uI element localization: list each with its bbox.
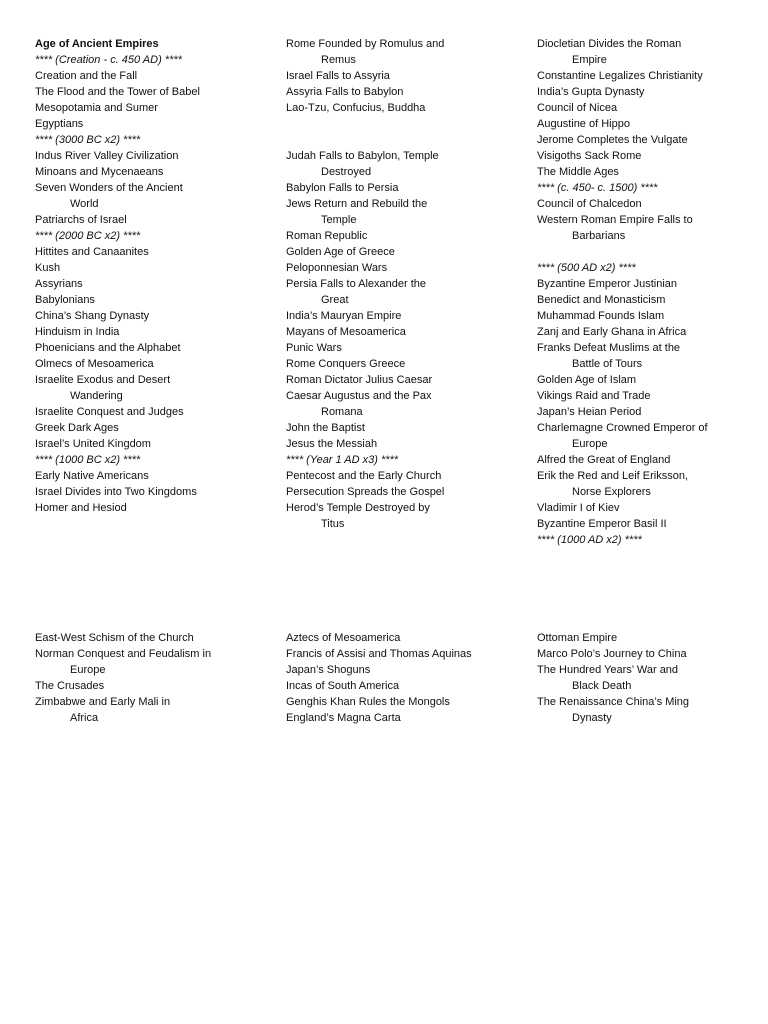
list-item: Jews Return and Rebuild the — [286, 198, 428, 210]
list-item: Seven Wonders of the Ancient — [35, 182, 183, 194]
list-item: Incas of South America — [286, 680, 400, 692]
list-item: Byzantine Emperor Justinian — [537, 278, 678, 290]
list-item: Marco Polo’s Journey to China — [537, 648, 687, 660]
list-item-continuation: Empire — [572, 54, 607, 66]
list-item: Israelite Exodus and Desert — [35, 374, 171, 386]
list-item: Japan’s Shoguns — [286, 664, 371, 676]
list-item-continuation: Destroyed — [321, 166, 372, 178]
list-item-continuation: World — [70, 198, 99, 210]
list-item: Western Roman Empire Falls to — [537, 214, 693, 226]
list-item: Muhammad Founds Islam — [537, 310, 665, 322]
list-item: Hinduism in India — [35, 326, 120, 338]
list-item: Lao-Tzu, Confucius, Buddha — [286, 102, 426, 114]
list-item: Genghis Khan Rules the Mongols — [286, 696, 450, 708]
list-item: Peloponnesian Wars — [286, 262, 388, 274]
list-item: Augustine of Hippo — [537, 118, 630, 130]
list-item: Persia Falls to Alexander the — [286, 278, 427, 290]
blank-line — [286, 116, 511, 132]
list-item: Israel Falls to Assyria — [286, 70, 390, 82]
list-item-continuation: Dynasty — [572, 712, 612, 724]
list-item: The Hundred Years’ War and — [537, 664, 679, 676]
list-item: India’s Gupta Dynasty — [537, 86, 645, 98]
list-item-continuation: Norse Explorers — [572, 486, 651, 498]
list-item: Zimbabwe and Early Mali in — [35, 696, 171, 708]
list-item: Homer and Hesiod — [35, 502, 127, 514]
list-item: Erik the Red and Leif Eriksson, — [537, 470, 689, 482]
section-heading: Age of Ancient Empires — [35, 38, 159, 50]
list-item: Greek Dark Ages — [35, 422, 119, 434]
list-item: Mesopotamia and Sumer — [35, 102, 158, 114]
list-item: Babylonians — [35, 294, 95, 306]
list-item: Pentecost and the Early Church — [286, 470, 442, 482]
list-item-continuation: Titus — [321, 518, 345, 530]
list-item: Japan’s Heian Period — [537, 406, 642, 418]
era-marker: **** (Year 1 AD x3) **** — [286, 454, 399, 466]
list-item: Phoenicians and the Alphabet — [35, 342, 181, 354]
list-item: Rome Founded by Romulus and — [286, 38, 445, 50]
list-item-continuation: Africa — [70, 712, 99, 724]
list-item: Creation and the Fall — [35, 70, 138, 82]
era-marker: **** (c. 450- c. 1500) **** — [537, 182, 658, 194]
list-item: Herod’s Temple Destroyed by — [286, 502, 430, 514]
era-marker: **** (2000 BC x2) **** — [35, 230, 141, 242]
list-item: Kush — [35, 262, 61, 274]
era-marker: **** (Creation - c. 450 AD) **** — [35, 54, 182, 66]
list-item: Roman Dictator Julius Caesar — [286, 374, 433, 386]
list-item: China’s Shang Dynasty — [35, 310, 150, 322]
list-item: Council of Chalcedon — [537, 198, 642, 210]
list-item: Charlemagne Crowned Emperor of — [537, 422, 708, 434]
column-3 — [537, 36, 762, 548]
list-item: Diocletian Divides the Roman — [537, 38, 682, 50]
list-item: Israel’s United Kingdom — [35, 438, 151, 450]
list-item-continuation: Great — [321, 294, 349, 306]
list-item: Roman Republic — [286, 230, 368, 242]
list-item-continuation: Battle of Tours — [572, 358, 643, 370]
era-marker: **** (500 AD x2) **** — [537, 262, 636, 274]
list-item: Ottoman Empire — [537, 632, 618, 644]
list-item-continuation: Remus — [321, 54, 356, 66]
list-item-continuation: Wandering — [70, 390, 123, 402]
list-item: The Renaissance China’s Ming — [537, 696, 690, 708]
list-item: Mayans of Mesoamerica — [286, 326, 406, 338]
column-2 — [286, 36, 511, 532]
list-item: Patriarchs of Israel — [35, 214, 127, 226]
list-item: The Flood and the Tower of Babel — [35, 86, 200, 98]
list-item: Alfred the Great of England — [537, 454, 671, 466]
blank-line — [286, 132, 511, 148]
list-item: Golden Age of Greece — [286, 246, 395, 258]
list-item: Egyptians — [35, 118, 84, 130]
list-item: Jesus the Messiah — [286, 438, 378, 450]
list-item: East-West Schism of the Church — [35, 632, 194, 644]
column-3 — [537, 630, 762, 726]
list-item: Judah Falls to Babylon, Temple — [286, 150, 439, 162]
list-item: Francis of Assisi and Thomas Aquinas — [286, 648, 472, 660]
column-1 — [35, 36, 260, 516]
list-item: Golden Age of Islam — [537, 374, 637, 386]
list-item: Punic Wars — [286, 342, 342, 354]
list-item: Israel Divides into Two Kingdoms — [35, 486, 197, 498]
list-item: Rome Conquers Greece — [286, 358, 406, 370]
list-item: England’s Magna Carta — [286, 712, 401, 724]
list-item: Babylon Falls to Persia — [286, 182, 399, 194]
list-item: Franks Defeat Muslims at the — [537, 342, 681, 354]
column-1 — [35, 630, 260, 726]
list-item: India’s Mauryan Empire — [286, 310, 402, 322]
list-item: Zanj and Early Ghana in Africa — [537, 326, 687, 338]
list-item: Persecution Spreads the Gospel — [286, 486, 445, 498]
list-item: Assyrians — [35, 278, 83, 290]
list-item: Early Native Americans — [35, 470, 149, 482]
era-marker: **** (3000 BC x2) **** — [35, 134, 141, 146]
list-item: Vikings Raid and Trade — [537, 390, 651, 402]
list-item: Assyria Falls to Babylon — [286, 86, 404, 98]
list-item: Aztecs of Mesoamerica — [286, 632, 401, 644]
list-item: Indus River Valley Civilization — [35, 150, 179, 162]
list-item: Council of Nicea — [537, 102, 618, 114]
list-item: Olmecs of Mesoamerica — [35, 358, 154, 370]
era-marker: **** (1000 AD x2) **** — [537, 534, 642, 546]
list-item: Benedict and Monasticism — [537, 294, 666, 306]
list-item: The Crusades — [35, 680, 105, 692]
list-item: John the Baptist — [286, 422, 365, 434]
list-item: The Middle Ages — [537, 166, 619, 178]
list-item: Constantine Legalizes Christianity — [537, 70, 703, 82]
list-item: Visigoths Sack Rome — [537, 150, 642, 162]
list-item-continuation: Europe — [70, 664, 106, 676]
list-item: Hittites and Canaanites — [35, 246, 149, 258]
list-item: Minoans and Mycenaeans — [35, 166, 164, 178]
era-marker: **** (1000 BC x2) **** — [35, 454, 141, 466]
list-item: Vladimir I of Kiev — [537, 502, 620, 514]
list-item: Byzantine Emperor Basil II — [537, 518, 667, 530]
list-item: Norman Conquest and Feudalism in — [35, 648, 212, 660]
list-item: Israelite Conquest and Judges — [35, 406, 184, 418]
list-item: Caesar Augustus and the Pax — [286, 390, 432, 402]
list-item-continuation: Temple — [321, 214, 357, 226]
column-2 — [286, 630, 511, 726]
list-item-continuation: Romana — [321, 406, 363, 418]
list-item-continuation: Europe — [572, 438, 608, 450]
list-item-continuation: Barbarians — [572, 230, 626, 242]
list-item: Jerome Completes the Vulgate — [537, 134, 688, 146]
list-item-continuation: Black Death — [572, 680, 632, 692]
blank-line — [537, 244, 762, 260]
